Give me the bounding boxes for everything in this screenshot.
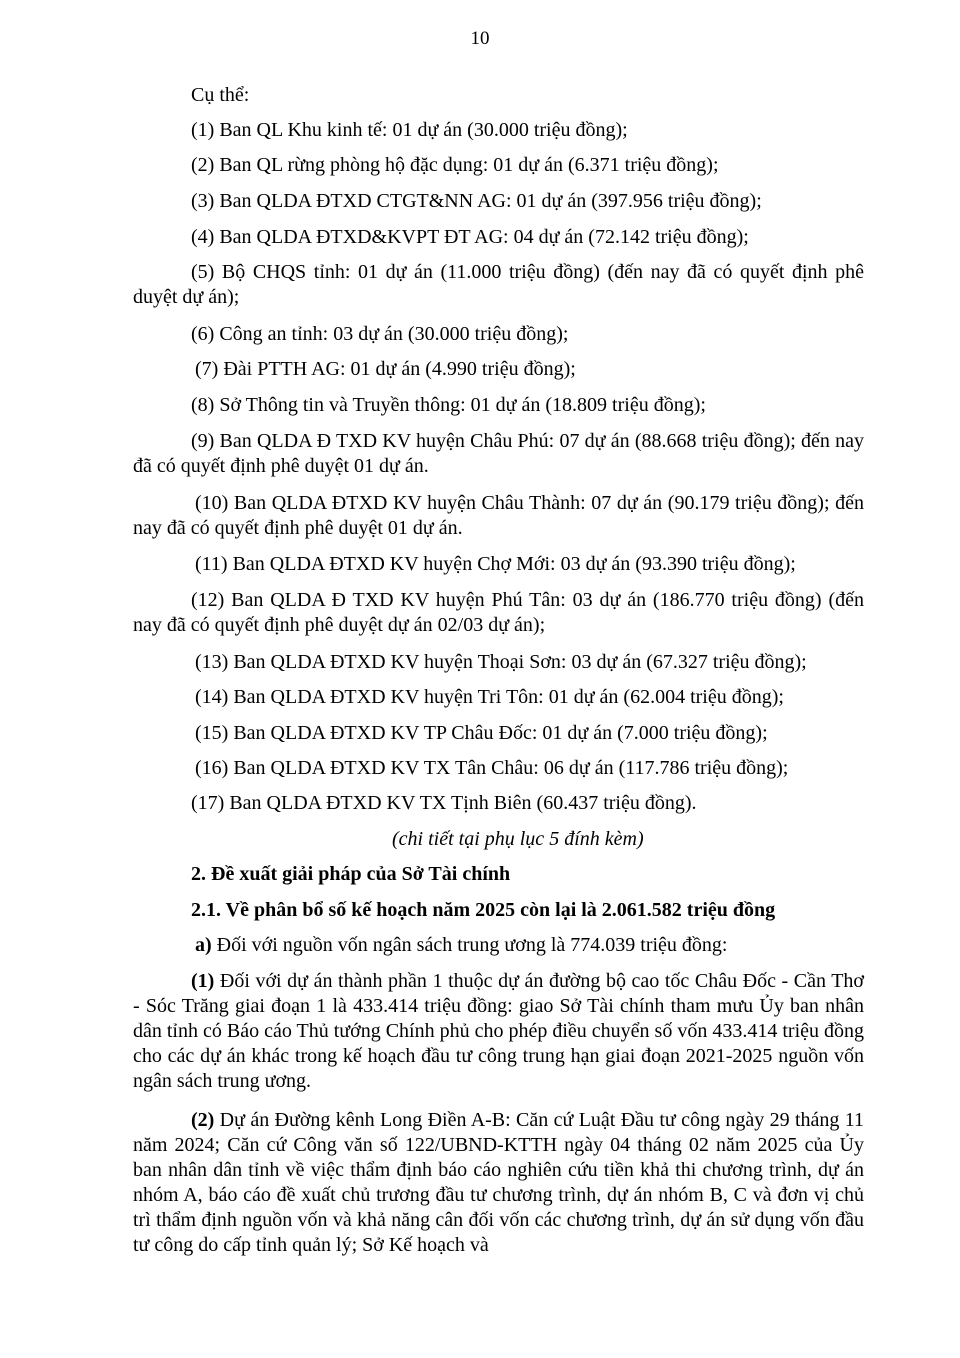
list-item: (1) Ban QL Khu kinh tế: 01 dự án (30.000 triệu đồng);	[191, 119, 628, 141]
sub-item-label: a)	[195, 934, 212, 956]
paragraph-1	[133, 969, 864, 1094]
list-item: (10) Ban QLDA ĐTXD KV huyện Châu Thành: 07 dự án (90.179 triệu đồng); đến nay đã có quyết định phê duyệt 01 dự án.	[133, 492, 864, 539]
paragraph-text: Đối với dự án thành phần 1 thuộc dự án đường bộ cao tốc Châu Đốc - Cần Thơ - Sóc Trăng giai đoạn 1 là 433.414 triệu đồng: giao Sở Tài chính tham mưu Ủy ban nhân dân tỉnh có Báo cáo Thủ tướng Chính phủ cho phép điều chuyển số vốn 433.414 triệu đồng cho các dự án khác trong kế hoạch đầu tư công trung hạn giai đoạn 2021-2025 nguồn vốn ngân sách trung ương.	[133, 970, 864, 1092]
list-item: (7) Đài PTTH AG: 01 dự án (4.990 triệu đồng);	[195, 358, 576, 380]
paragraph-text: Dự án Đường kênh Long Điền A-B: Căn cứ Luật Đầu tư công ngày 29 tháng 11 năm 2024; Căn cứ Công văn số 122/UBND-KTTH ngày 04 tháng 02 năm 2025 của Ủy ban nhân dân tỉnh về việc thẩm định báo cáo nghiên cứu tiền khả thi chương trình, dự án nhóm A, báo cáo đề xuất chủ trương đầu tư chương trình, dự án nhóm B, C và đơn vị chủ trì thẩm định nguồn vốn và khả năng cân đối vốn các chương trình, dự án sử dụng vốn đầu tư công do cấp tỉnh quản lý; Sở Kế hoạch và	[133, 1109, 864, 1256]
list-item: (13) Ban QLDA ĐTXD KV huyện Thoại Sơn: 03 dự án (67.327 triệu đồng);	[195, 651, 807, 673]
subsection-heading: 2.1. Về phân bổ số kế hoạch năm 2025 còn lại là 2.061.582 triệu đồng	[191, 899, 776, 921]
list-item: (16) Ban QLDA ĐTXD KV TX Tân Châu: 06 dự án (117.786 triệu đồng);	[195, 757, 789, 779]
list-item: (3) Ban QLDA ĐTXD CTGT&NN AG: 01 dự án (397.956 triệu đồng);	[191, 190, 762, 212]
sub-item-a	[195, 933, 728, 958]
list-item: (15) Ban QLDA ĐTXD KV TP Châu Đốc: 01 dự án (7.000 triệu đồng);	[195, 722, 768, 744]
paragraph-label: (2)	[191, 1109, 215, 1131]
section-heading: 2. Đề xuất giải pháp của Sở Tài chính	[191, 863, 511, 885]
list-item: (9) Ban QLDA Đ TXD KV huyện Châu Phú: 07 dự án (88.668 triệu đồng); đến nay đã có quyết định phê duyệt 01 dự án.	[133, 430, 864, 477]
list-item: (4) Ban QLDA ĐTXD&KVPT ĐT AG: 04 dự án (72.142 triệu đồng);	[191, 226, 749, 248]
list-item: (5) Bộ CHQS tỉnh: 01 dự án (11.000 triệu đồng) (đến nay đã có quyết định phê duyệt dự án);	[133, 261, 864, 308]
list-item: (14) Ban QLDA ĐTXD KV huyện Tri Tôn: 01 dự án (62.004 triệu đồng);	[195, 686, 784, 708]
list-item: (2) Ban QL rừng phòng hộ đặc dụng: 01 dự án (6.371 triệu đồng);	[191, 154, 719, 176]
paragraph-label: (1)	[191, 970, 215, 992]
list-item: (8) Sở Thông tin và Truyền thông: 01 dự án (18.809 triệu đồng);	[191, 394, 706, 416]
list-item: (17) Ban QLDA ĐTXD KV TX Tịnh Biên (60.437 triệu đồng).	[191, 792, 697, 814]
intro-text: Cụ thể:	[191, 84, 250, 106]
page-number: 10	[470, 28, 490, 49]
list-item: (6) Công an tỉnh: 03 dự án (30.000 triệu đồng);	[191, 323, 569, 345]
sub-item-text: Đối với nguồn vốn ngân sách trung ương là 774.039 triệu đồng:	[211, 934, 728, 956]
list-item: (12) Ban QLDA Đ TXD KV huyện Phú Tân: 03 dự án (186.770 triệu đồng) (đến nay đã có quyết định phê duyệt dự án 02/03 dự án);	[133, 589, 864, 636]
paragraph-2	[133, 1108, 864, 1258]
appendix-note: (chi tiết tại phụ lục 5 đính kèm)	[392, 828, 644, 850]
list-item: (11) Ban QLDA ĐTXD KV huyện Chợ Mới: 03 dự án (93.390 triệu đồng);	[195, 553, 796, 575]
